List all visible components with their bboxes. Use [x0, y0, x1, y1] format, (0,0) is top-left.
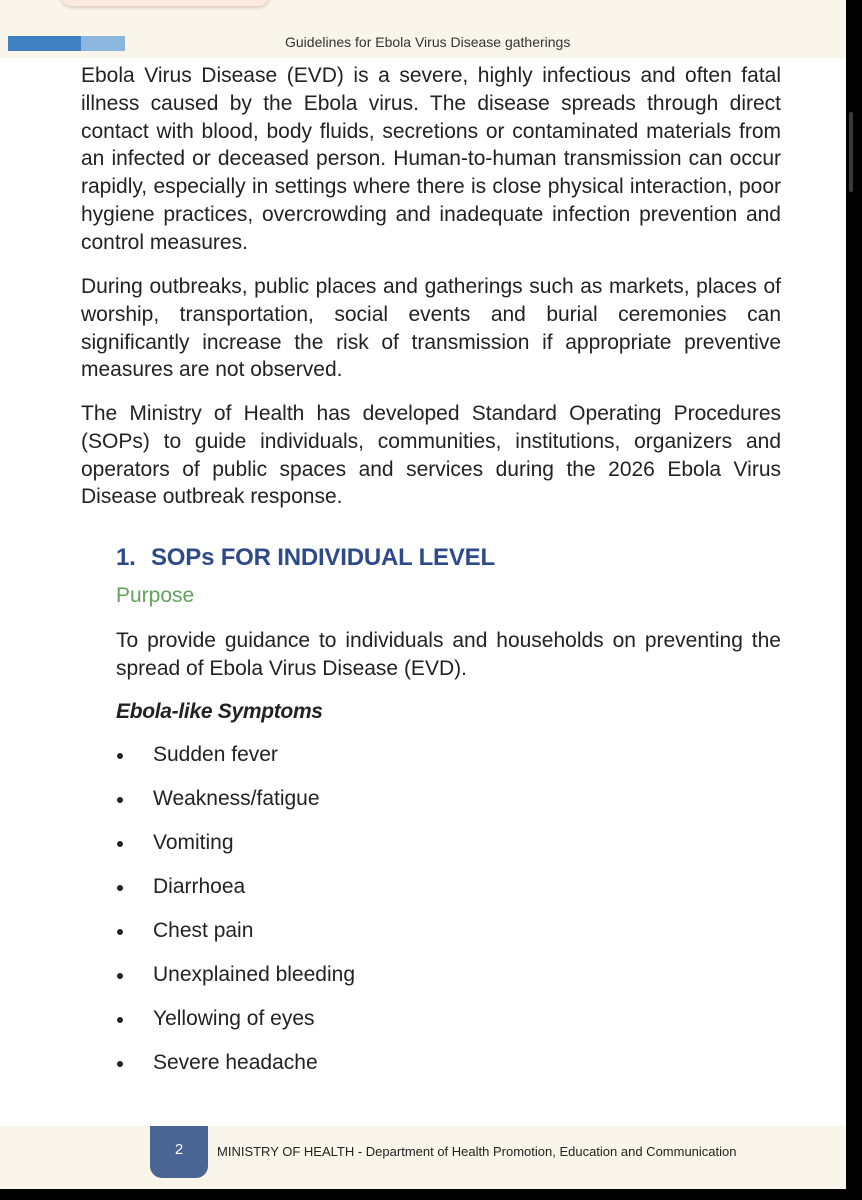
intro-paragraph-3: The Ministry of Health has developed Standard Operating Procedures (SOPs) to guide individuals, communities, institutions, organizers and operators of public spaces and services during the 2026 Ebola Virus Disease outbreak response. [81, 402, 781, 509]
list-item [116, 917, 355, 961]
footer-text: MINISTRY OF HEALTH - Department of Health Promotion, Education and Communication [217, 1144, 737, 1159]
header-accent-bar-light [81, 36, 125, 51]
bullet-icon [117, 1017, 123, 1023]
list-item [116, 785, 355, 829]
list-item [116, 1005, 355, 1049]
symptom-text: Diarrhoea [153, 875, 246, 898]
bullet-icon [117, 973, 123, 979]
running-header-title: Guidelines for Ebola Virus Disease gatherings [285, 34, 571, 50]
page-number-tab: 2 [150, 1126, 208, 1178]
purpose-label: Purpose [116, 584, 195, 607]
purpose-paragraph: To provide guidance to individuals and households on preventing the spread of Ebola Virus Disease (EVD). [116, 629, 781, 680]
bullet-icon [117, 841, 123, 847]
bullet-icon [117, 1061, 123, 1067]
intro-paragraph-2: During outbreaks, public places and gatherings such as markets, places of worship, transportation, social events and burial ceremonies can significantly increase the risk of transmission if appropriate preventive measures are not observed. [81, 275, 781, 382]
list-item [116, 1049, 355, 1093]
list-item [116, 873, 355, 917]
section-number: 1. [116, 544, 136, 571]
symptom-text: Chest pain [153, 919, 254, 942]
symptom-text: Yellowing of eyes [153, 1007, 315, 1030]
symptom-text: Vomiting [153, 831, 234, 854]
viewer-scrollbar[interactable] [849, 112, 853, 192]
symptoms-list [116, 741, 355, 1093]
page-header [0, 0, 846, 58]
symptom-text: Unexplained bleeding [153, 963, 355, 986]
bullet-icon [117, 885, 123, 891]
symptom-text: Weakness/fatigue [153, 787, 320, 810]
bullet-icon [117, 797, 123, 803]
section-heading [116, 544, 495, 572]
intro-paragraph-1: Ebola Virus Disease (EVD) is a severe, highly infectious and often fatal illness caused by the Ebola virus. The disease spreads through direct contact with blood, body fluids, secretions or contaminated materials from an infected or deceased person. Human-to-human transmission can occur rapidly, especially in settings where there is close physical interaction, poor hygiene practices, overcrowding and inadequate infection prevention and control measures. [81, 64, 781, 254]
list-item [116, 741, 355, 785]
header-accent-bar-dark [8, 36, 81, 51]
symptom-text: Sudden fever [153, 743, 278, 766]
list-item [116, 829, 355, 873]
header-tab-decoration [60, 0, 270, 6]
bullet-icon [117, 929, 123, 935]
symptom-text: Severe headache [153, 1051, 318, 1074]
list-item [116, 961, 355, 1005]
bullet-icon [117, 753, 123, 759]
symptoms-heading: Ebola-like Symptoms [116, 700, 323, 723]
section-title: SOPs FOR INDIVIDUAL LEVEL [151, 544, 495, 571]
